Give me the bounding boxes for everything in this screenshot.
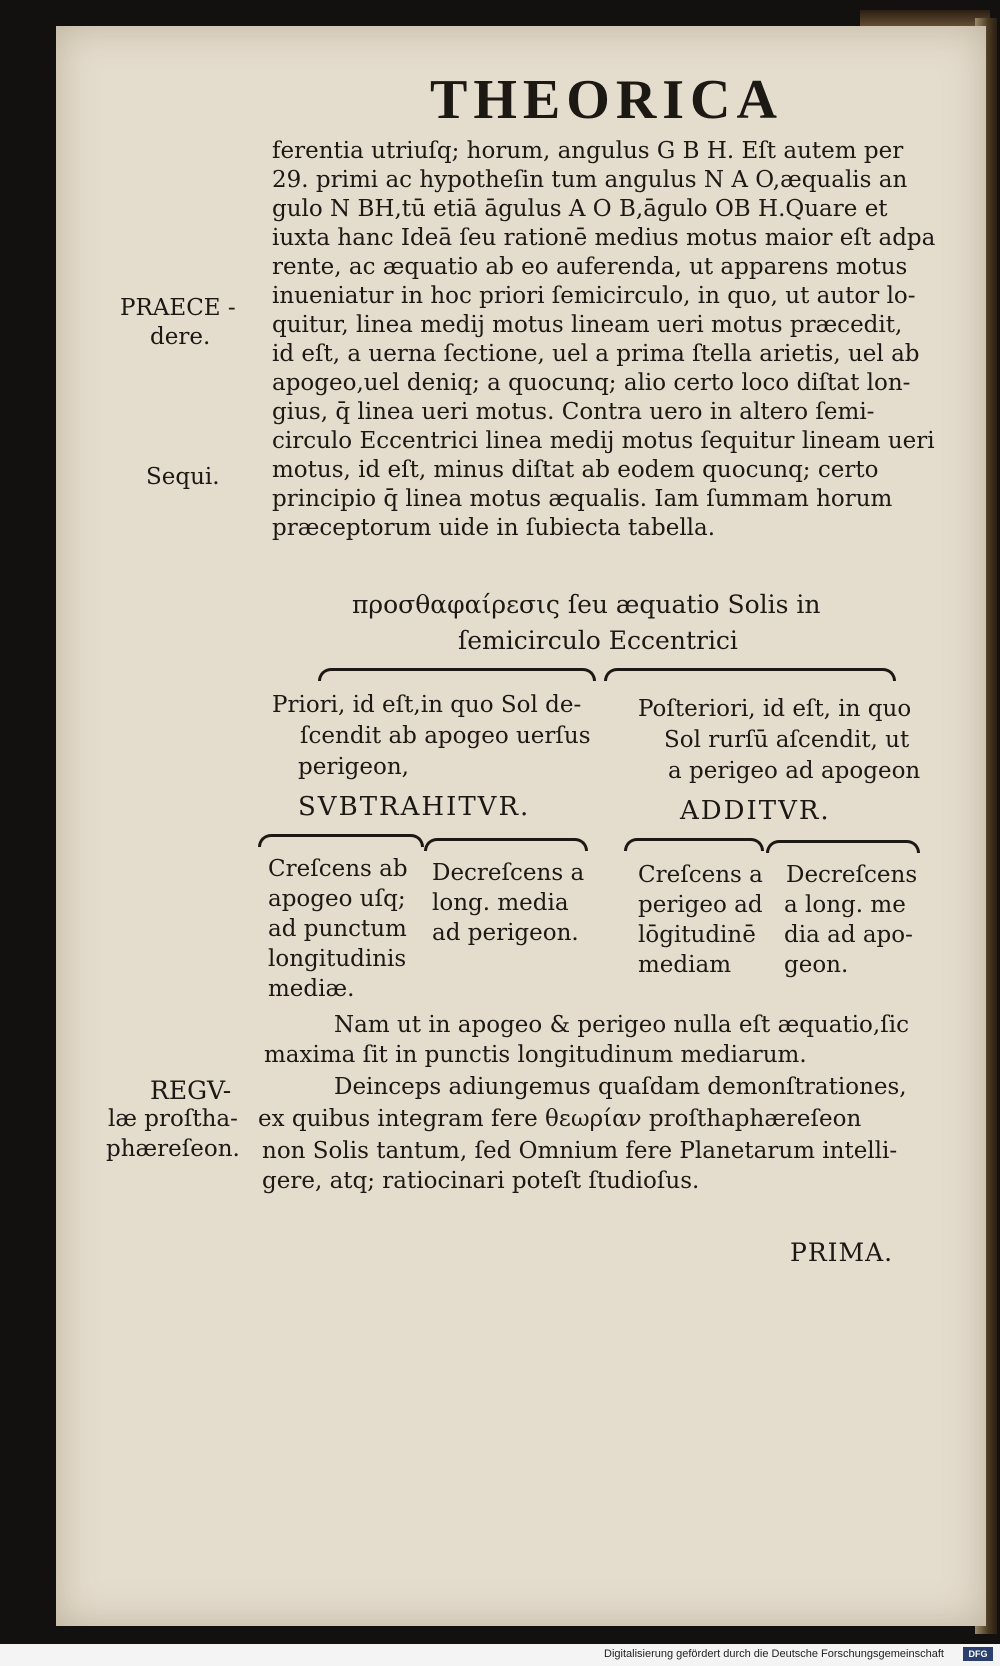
body-line: ex quibus integram fere θεωρίαν proſthaphæreſeon	[258, 1106, 862, 1132]
left-sub-a-line: ad punctum	[268, 916, 407, 942]
right-sub-b-line: dia ad apo-	[784, 922, 913, 948]
right-branch-line: Poſteriori, id eſt, in quo	[638, 696, 912, 722]
table-heading-line1: προσθαφαίρεσις ſeu æquatio Solis in	[352, 590, 821, 619]
right-sub-b-line: Decreſcens	[786, 862, 918, 888]
left-branch-line: Priori, id eſt,in quo Sol de-	[272, 692, 582, 718]
left-sub-a-line: apogeo uſq;	[268, 886, 406, 912]
left-sub-a-line: longitudinis	[268, 946, 407, 972]
right-sub-a-line: perigeo ad	[638, 892, 763, 918]
label-subtrahitur: SVBTRAHITVR.	[298, 792, 531, 822]
body-line: circulo Eccentrici linea medij motus ſequitur lineam ueri	[272, 428, 935, 454]
label-additur: ADDITVR.	[680, 796, 831, 826]
right-sub-a-line: Creſcens a	[638, 862, 763, 888]
body-line: rente, ac æquatio ab eo auferenda, ut apparens motus	[272, 254, 908, 280]
margin-note-regulae-cont: læ proſtha-	[108, 1106, 238, 1132]
left-sub-a-line: Creſcens ab	[268, 856, 408, 882]
margin-note-praecedere: PRAECE -	[120, 295, 236, 321]
body-line: Deinceps adiungemus quaſdam demonſtrationes,	[334, 1074, 907, 1100]
footer-credit: Digitalisierung gefördert durch die Deutsche Forschungsgemeinschaft	[604, 1648, 944, 1660]
brace-right-main	[604, 668, 896, 681]
margin-note-regulae: REGV-	[150, 1076, 232, 1105]
body-line: principio q̄ linea motus æqualis. Iam ſummam horum	[272, 486, 893, 512]
right-sub-b-line: a long. me	[784, 892, 906, 918]
body-line: gulo N BH,tū etiā āgulus A O B,āgulo OB H.Quare et	[272, 196, 888, 222]
left-sub-b-line: ad perigeon.	[432, 920, 579, 946]
right-sub-a-line: mediam	[638, 952, 732, 978]
body-line: motus, id eſt, minus diſtat ab eodem quocunq; certo	[272, 457, 879, 483]
body-line: id eſt, a uerna ſectione, uel a prima ſtella arietis, uel ab	[272, 341, 920, 367]
right-branch-line: Sol rurſū aſcendit, ut	[664, 727, 910, 753]
body-line: iuxta hanc Ideā ſeu rationē medius motus maior eſt adpa	[272, 225, 936, 251]
catchword: PRIMA.	[790, 1238, 894, 1267]
body-line: gius, q̄ linea ueri motus. Contra uero in altero ſemi-	[272, 399, 875, 425]
right-sub-b-line: geon.	[784, 952, 849, 978]
dfg-logo-icon: DFG	[963, 1647, 993, 1661]
left-sub-b-line: long. media	[432, 890, 569, 916]
running-title: THEORICA	[430, 69, 783, 131]
margin-note-sequi: Sequi.	[146, 464, 220, 490]
body-line: gere, atq; ratiocinari poteſt ſtudioſus.	[262, 1168, 700, 1194]
body-line: præceptorum uide in ſubiecta tabella.	[272, 515, 716, 541]
body-line: 29. primi ac hypotheſin tum angulus N A O,æqualis an	[272, 167, 908, 193]
right-branch-line: a perigeo ad apogeon	[668, 758, 921, 784]
brace-left-sub1	[258, 834, 424, 847]
brace-right-sub2	[766, 840, 920, 853]
left-branch-line: ſcendit ab apogeo uerſus	[300, 723, 591, 749]
body-line: non Solis tantum, ſed Omnium fere Planetarum intelli-	[262, 1138, 898, 1164]
body-line: inueniatur in hoc priori ſemicirculo, in quo, ut autor lo-	[272, 283, 916, 309]
left-sub-a-line: mediæ.	[268, 976, 355, 1002]
body-line: maxima ſit in punctis longitudinum mediarum.	[264, 1042, 807, 1068]
body-line: apogeo,uel deniq; a quocunq; alio certo loco diſtat lon-	[272, 370, 911, 396]
table-heading-line2: ſemicirculo Eccentrici	[458, 626, 738, 655]
margin-note-praecedere-cont: dere.	[150, 324, 211, 350]
right-sub-a-line: lōgitudinē	[638, 922, 756, 948]
brace-left-main	[318, 668, 596, 681]
brace-left-sub2	[424, 838, 588, 851]
margin-note-regulae-cont: phæreſeon.	[106, 1136, 240, 1162]
body-line: quitur, linea medij motus lineam ueri motus præcedit,	[272, 312, 903, 338]
body-line: ferentia utriuſq; horum, angulus G B H. Eſt autem per	[272, 138, 904, 164]
left-sub-b-line: Decreſcens a	[432, 860, 585, 886]
left-branch-line: perigeon,	[298, 754, 409, 780]
brace-right-sub1	[624, 838, 764, 851]
body-line: Nam ut in apogeo & perigeo nulla eſt æquatio,ſic	[334, 1012, 909, 1038]
